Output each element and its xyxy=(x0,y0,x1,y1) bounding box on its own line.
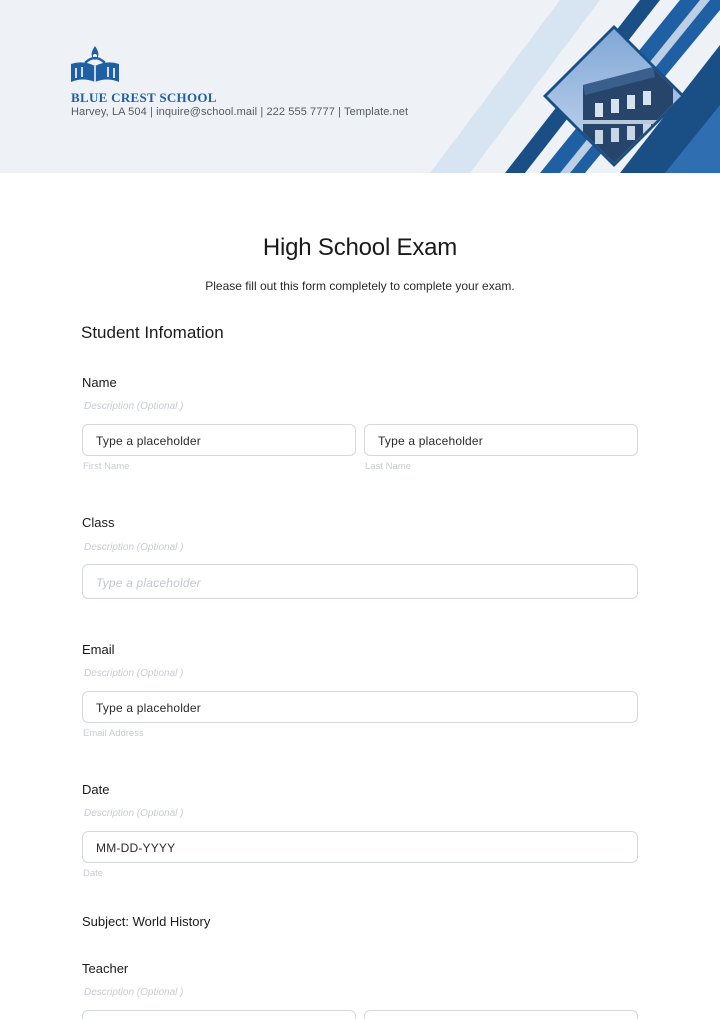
form-title: High School Exam xyxy=(262,234,458,261)
date-sublabel: Date xyxy=(83,868,104,879)
subject-label: Subject: World History xyxy=(82,914,211,929)
name-description: Description (Optional ) xyxy=(84,401,184,412)
class-description: Description (Optional ) xyxy=(84,542,184,553)
class-label: Class xyxy=(82,515,115,530)
teacher-first-input[interactable] xyxy=(82,1010,356,1019)
date-label: Date xyxy=(82,782,110,797)
date-description: Description (Optional ) xyxy=(84,808,184,819)
header-banner xyxy=(0,0,720,173)
date-input[interactable]: MM-DD-YYYY xyxy=(82,831,638,863)
email-label: Email xyxy=(82,642,115,657)
form-subtitle: Please fill out this form completely to complete your exam. xyxy=(205,279,515,293)
first-name-input[interactable]: Type a placeholder xyxy=(82,424,356,456)
email-sublabel: Email Address xyxy=(83,728,144,739)
school-name: BLUE CREST SCHOOL xyxy=(71,90,217,105)
teacher-description: Description (Optional ) xyxy=(84,987,184,998)
school-contact-info: Harvey, LA 504 | inquire@school.mail | 222 555 7777 | Template.net xyxy=(71,106,409,118)
class-input[interactable]: Type a placeholder xyxy=(82,564,638,599)
last-name-input[interactable]: Type a placeholder xyxy=(364,424,638,456)
school-logo-icon xyxy=(68,42,122,86)
email-input[interactable]: Type a placeholder xyxy=(82,691,638,723)
name-label: Name xyxy=(82,375,117,390)
teacher-label: Teacher xyxy=(82,961,129,976)
section-title: Student Infomation xyxy=(81,323,224,342)
email-description: Description (Optional ) xyxy=(84,668,184,679)
first-name-sublabel: First Name xyxy=(83,461,130,472)
teacher-last-input[interactable] xyxy=(364,1010,638,1019)
last-name-sublabel: Last Name xyxy=(365,461,411,472)
school-building-image xyxy=(543,25,685,167)
